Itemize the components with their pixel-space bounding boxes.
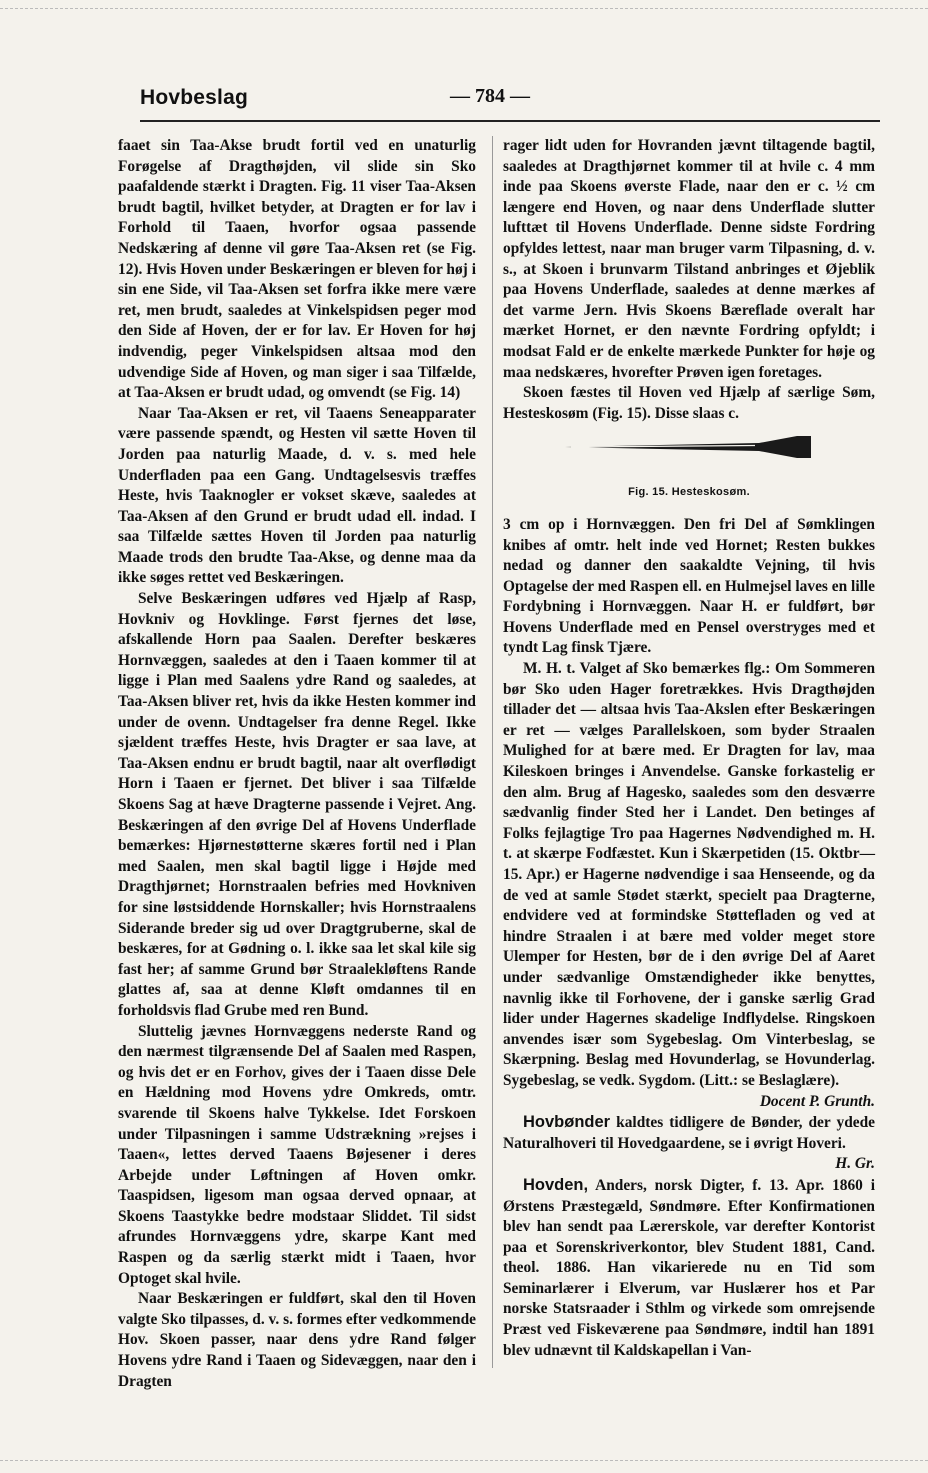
author-signature: Docent P. Grunth. (759, 1092, 875, 1110)
column-divider (492, 136, 493, 1368)
horseshoe-nail-illustration (559, 430, 819, 464)
entry-hovbonder (503, 1112, 875, 1173)
entry-text: Anders, norsk Digter, f. 13. Apr. 1860 i Ørstens Præstegæld, Søndmøre. Efter Konfirmationen blev han sendt paa Lærerskole, var derefter Kontorist paa et Sorenskriverkontor, blev Student 1881, Cand. theol. 1886. Han vikarierede nu en Tid som Seminarlærer i Elverum, var Huslærer hos et Par norske Statsraader i Sthlm og virkede som omrejsende Præst ved Fiskeværene paa Søndmøre, indtil han 1891 blev udnævnt til Kaldskapellan i Van- (503, 1176, 875, 1359)
entry-hovden (503, 1175, 875, 1361)
entry-headword: Hovden, (523, 1175, 589, 1194)
running-title: Hovbeslag (140, 86, 248, 109)
page-number: — 784 — (450, 85, 530, 107)
author-signature: H. Gr. (835, 1155, 875, 1173)
header-rule (140, 120, 880, 122)
paragraph-text: M. H. t. Valget af Sko bemærkes flg.: Om Sommeren bør Sko uden Hager foretrækkes. Hvis Dragthøjden tillader det — altsaa hvis Taa-Akslen efter Beskæringen er ret — vælges Parallelskoen, som byder Straalen Mulighed for at bære med. Er Dragten for lav, maa Kileskoen bringes i Anvendelse. Ganske forkastelig er den alm. Brug af Hagesko, saaledes som den desværre sædvanlig finder Sted her i Landet. Den betinges af Folks fejlagtige Tro paa Hagernes Nødvendighed m. H. t. at skærpe Fodfæstet. Kun i Skærpetiden (15. Oktbr—15. Apr.) er Hagerne nødvendige i saa Henseende, og da de ved at samle Stødet stærkt, specielt paa Dragterne, endvidere ved at formindske Støttefladen og ved at hindre Straalen i at bære med volder meget store Ulemper for Hesten, bør de i den øvrige Del af Aaret under sædvanlige Omstændigheder ikke benyttes, navnlig ikke til Forhovene, der i ganske særlig Grad lider under Hagernes skadelige Indflydelse. Ringskoen anvendes især som Sygebeslag. Om Vinterbeslag, se Skærpning. Beslag med Hovunderlag, se Hovunderlag. Sygebeslag, se vedk. Sygdom. (Litt.: se Beslaglære). (503, 660, 875, 1089)
paragraph: Naar Beskæringen er fuldført, skal den til Hoven valgte Sko tilpasses, d. v. s. formes efter vedkommende Hov. Skoen passer, naar dens ydre Rand følger Hovens ydre Rand i Taaen og Sidevæggen, naar den i Dragten (118, 1290, 476, 1390)
left-column (118, 136, 476, 1392)
paragraph: 3 cm op i Hornvæggen. Den fri Del af Sømklingen knibes af omtr. helt inde ved Hornet; Resten bukkes nedad og danner den saakaldte Vejning, til hvis Optagelse der med Raspen ell. en Hulmejsel laves en lille Fordybning i Hornvæggen. Naar H. er fuldført, bør Hovens Underflade med en Pensel overstryges med et tyndt Lag finsk Tjære. (503, 515, 875, 657)
paragraph: Selve Beskæringen udføres ved Hjælp af Rasp, Hovkniv og Hovklinge. Først fjernes det løse, afskallende Horn paa Saalen. Derefter beskæres Hornvæggen, saaledes at den i Taaen kommer til at ligge i Plan med Saalens ydre Rand og saaledes, at Taa-Aksen bliver ret, hvis da ikke Hesten kommer ind under de ovenn. Undtagelser fra denne Regel. Ikke sjældent træffes Heste, hvis Dragter er saa lave, at Taa-Aksen endnu er brudt bagtil, naar alt overflødigt Horn i Taaen er fjernet. Det bliver i saa Tilfælde Skoens Sag at hæve Dragterne passende i Vejret. Ang. Beskæringen af den øvrige Del af Hovens Underflade bemærkes: Hjørnestøtterne skæres fortil ned i Plan med Saalen, men skal bagtil ligge i Højde med Dragthjørnet; Hornstraalen befries med Hovkniven for sine løstsiddende Hornskaller; hvis Hornstraalens Siderande breder sig ud over Dragtgruberne, skal de beskæres, for at Gødning o. l. ikke saa let skal kile sig fast her; af samme Grund bør Straalekløftens Rande glattes af, saa at denne Kløft omdannes til en forholdsvis flad Grube med ren Bund. (118, 590, 476, 1019)
entry-text: kaldtes tidligere de Bønder, der ydede Naturalhoveri til Hovedgaardene, se i øvrigt Hoveri. (503, 1114, 875, 1152)
paragraph (503, 659, 875, 1110)
paragraph: Skoen fæstes til Hoven ved Hjælp af særlige Søm, Hesteskosøm (Fig. 15). Disse slaas c. (503, 384, 875, 422)
figure-caption: Fig. 15. Hesteskosøm. (628, 486, 750, 499)
right-column (503, 136, 875, 1361)
paragraph: Naar Taa-Aksen er ret, vil Taaens Seneapparater være passende spændt, og Hesten vil sætte Hoven til Jorden paa naturlig Maade, d. v. s. med hele Underfladen paa een Gang. Undtagelsesvis træffes Heste, hvis Taaknogler er vokset skæve, saaledes at Taa-Aksen af den Grund er brudt udad ell. indad. I saa Tilfælde sættes Hoven til Jorden paa naturlig Maade trods den brudte Taa-Akse, og denne maa da ikke søges rettet ved Beskæringen. (118, 404, 476, 587)
paragraph: Sluttelig jævnes Hornvæggens nederste Rand og den nærmest tilgrænsende Del af Saalen med Raspen, og hvis det er en Forhov, gives der i Taaen disse Dele en Hældning mod Hovens ydre Omkreds, omtr. svarende til Skoens halve Tykkelse. Idet Forskoen under Tilpasningen i samme Udstrækning »rejses i Taaen«, lettes derved Taaens Bøjesener i deres Arbejde under Løftningen af Hoven omkr. Taaspidsen, ligesom man ogsaa derved opnaar, at Skoens Taastykke bedre modstaar Sliddet. Til sidst afrundes Hornvæggens ydre, skarpe Kant med Raspen og da særlig stærkt midt i Taaen, hvor Optoget skal hvile. (118, 1022, 476, 1287)
scan-edge-bottom (0, 1460, 928, 1473)
scan-edge-top (0, 0, 928, 9)
paragraph: rager lidt uden for Hovranden jævnt tiltagende bagtil, saaledes at Dragthjørnet kommer til at hvile c. 4 mm inde paa Skoens øverste Flade, naar den er c. ½ cm længere end Hoven, og naar dens Underflade slutter lufttæt til Hovens Underflade. Denne sidste Fordring opfyldes lettest, naar man bruger varm Tilpasning, d. v. s., at Skoen i brunvarm Tilstand anbringes et Øjeblik paa Hovens Underflade, saaledes at denne mærkes af det varme Jern. Hvis Skoens Bæreflade overalt har mærket Hornet, er den nævnte Fordring opfyldt; i modsat Fald er de enkelte mærkede Punkter for høje og maa nedskæres, hvorefter Prøven igen foretages. (503, 137, 875, 381)
page-header (140, 82, 880, 118)
paragraph: faaet sin Taa-Akse brudt fortil ved en unaturlig Forøgelse af Dragthøjden, vil slide sin Sko paafaldende stærkt i Dragten. Fig. 11 viser Taa-Aksen brudt bagtil, hvilket betyder, at Dragten er for lav i Forhold til Taaen, hvorfor ogsaa passende Nedskæring af denne vil gøre Taa-Aksen ret (se Fig. 12). Hvis Hoven under Beskæringen er bleven for høj i sin ene Side, vil Taa-Aksen set forfra ikke mere være ret, men brudt, saaledes at Vinkelspidsen peger mod den Side af Hoven, der er for lav. Er Hoven for høj indvendig, peger Vinkelspidsen altsaa mod den udvendige Side af Hoven, og man siger i saa Tilfælde, at Taa-Aksen er brudt udad, og omvendt (se Fig. 14) (118, 137, 476, 402)
figure-15 (503, 430, 875, 503)
entry-headword: Hovbønder (523, 1113, 611, 1132)
